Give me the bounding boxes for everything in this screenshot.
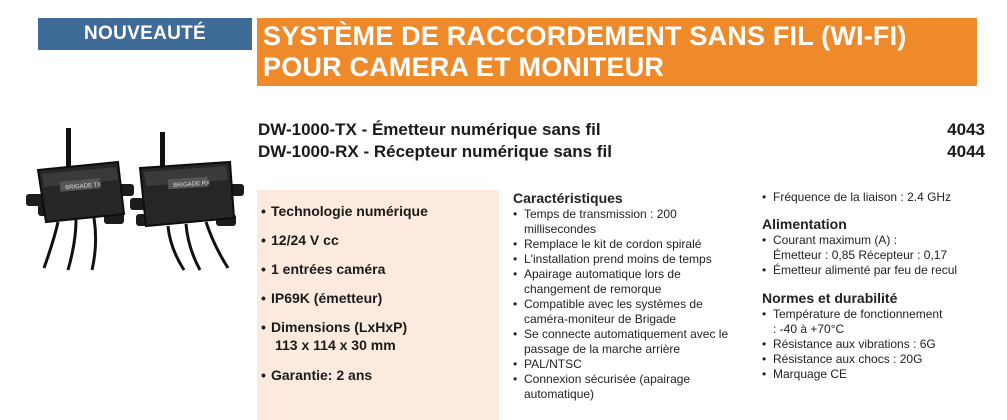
- tx-device-label: BRIGADE TX: [64, 182, 102, 192]
- list-item-text: Temps de transmission : 200: [524, 207, 677, 221]
- feature-bullet: •: [261, 290, 266, 306]
- list-item-text: L'installation prend moins de temps: [524, 252, 712, 266]
- feature-subtext: 113 x 114 x 30 mm: [275, 337, 396, 353]
- list-item: [762, 263, 1002, 278]
- list-item: [762, 307, 1002, 337]
- list-item-text: Émetteur : 0,85 Récepteur : 0,17: [773, 248, 948, 262]
- feature-item: [261, 289, 382, 307]
- feature-bullet: •: [261, 203, 266, 219]
- list-bullet: •: [513, 297, 518, 311]
- list-item-text: Marquage CE: [773, 367, 848, 381]
- list-item-text: Courant maximum (A) :: [773, 233, 898, 247]
- list-item: [762, 352, 1002, 367]
- list-item-text: caméra-moniteur de Brigade: [524, 312, 677, 326]
- list-item-text: Résistance aux chocs : 20G: [773, 352, 923, 366]
- list-item: [513, 207, 743, 237]
- feature-text: IP69K (émetteur): [271, 290, 383, 306]
- title-banner: [257, 18, 977, 86]
- feature-text: Dimensions (LxHxP): [271, 319, 408, 335]
- list-item: [513, 372, 743, 402]
- list-item-text: Connexion sécurisée (apairage: [524, 372, 691, 386]
- feature-text: 1 entrées caméra: [271, 261, 386, 277]
- list-item: [762, 367, 1002, 382]
- feature-item: [261, 202, 428, 220]
- list-bullet: •: [513, 237, 518, 251]
- power-heading: Alimentation: [762, 216, 847, 232]
- list-bullet: •: [513, 357, 518, 371]
- feature-bullet: •: [261, 367, 266, 383]
- list-item-text: Se connecte automatiquement avec le: [524, 327, 729, 341]
- list-item-text: Remplace le kit de cordon spiralé: [524, 237, 702, 251]
- receiver-device: [130, 132, 244, 270]
- product-model-tx: DW-1000-TX - Émetteur numérique sans fil: [258, 120, 601, 139]
- list-bullet: •: [762, 337, 767, 351]
- page-title-line-2: POUR CAMERA ET MONITEUR: [263, 52, 665, 82]
- list-bullet: •: [762, 263, 767, 277]
- rx-device-label: BRIGADE RX: [172, 180, 211, 190]
- transmitter-device: [26, 128, 134, 270]
- list-item: [513, 252, 743, 267]
- standards-list: [762, 307, 1002, 382]
- list-bullet: •: [762, 190, 767, 204]
- feature-text: Garantie: 2 ans: [271, 367, 373, 383]
- characteristics-column: [513, 190, 743, 402]
- list-bullet: •: [762, 307, 767, 321]
- list-bullet: •: [513, 252, 518, 266]
- list-bullet: •: [762, 233, 767, 247]
- list-item-text: Apairage automatique lors de: [524, 267, 681, 281]
- characteristics-list: [513, 207, 743, 402]
- power-list: [762, 233, 1002, 278]
- feature-bullet: •: [261, 261, 266, 277]
- list-item: [513, 327, 743, 357]
- list-bullet: •: [513, 327, 518, 341]
- feature-bullet: •: [261, 319, 266, 335]
- list-item: [513, 297, 743, 327]
- list-item-text: passage de la marche arrière: [524, 342, 681, 356]
- feature-bullet: •: [261, 232, 266, 248]
- list-item-text: Résistance aux vibrations : 6G: [773, 337, 936, 351]
- list-item-text: Compatible avec les systèmes de: [524, 297, 703, 311]
- list-bullet: •: [513, 372, 518, 386]
- list-item-text: millisecondes: [524, 222, 597, 236]
- list-bullet: •: [513, 267, 518, 281]
- list-item-text: Fréquence de la liaison : 2.4 GHz: [773, 190, 952, 204]
- list-bullet: •: [513, 207, 518, 221]
- list-item-text: Température de fonctionnement: [773, 307, 943, 321]
- list-bullet: •: [762, 367, 767, 381]
- page-title-line-1: SYSTÈME DE RACCORDEMENT SANS FIL (WI-FI): [263, 21, 907, 51]
- list-item: [513, 237, 743, 252]
- list-item-text: Émetteur alimenté par feu de recul: [773, 263, 958, 277]
- characteristics-heading: Caractéristiques: [513, 190, 623, 206]
- list-item-text: changement de remorque: [524, 282, 662, 296]
- list-item: [762, 233, 1002, 263]
- new-badge: NOUVEAUTÉ: [38, 18, 252, 50]
- feature-text: Technologie numérique: [271, 203, 428, 219]
- feature-item: [261, 318, 407, 354]
- list-item-text: : -40 à +70°C: [773, 322, 845, 336]
- features-box: [257, 190, 499, 420]
- feature-text: 12/24 V cc: [271, 232, 339, 248]
- feature-item: [261, 366, 372, 384]
- standards-heading: Normes et durabilité: [762, 290, 898, 306]
- product-code-tx: 4043: [947, 120, 985, 139]
- list-item: [762, 337, 1002, 352]
- list-item: [513, 357, 743, 372]
- specs-column: [762, 190, 1002, 382]
- product-image: [18, 122, 254, 272]
- list-item: [762, 190, 1002, 205]
- product-model-rx: DW-1000-RX - Récepteur numérique sans fil: [258, 142, 612, 161]
- list-item-text: automatique): [524, 387, 595, 401]
- feature-item: [261, 231, 339, 249]
- list-item: [513, 267, 743, 297]
- frequency-list: [762, 190, 1002, 205]
- product-code-rx: 4044: [947, 142, 985, 161]
- feature-item: [261, 260, 385, 278]
- list-item-text: PAL/NTSC: [524, 357, 582, 371]
- list-bullet: •: [762, 352, 767, 366]
